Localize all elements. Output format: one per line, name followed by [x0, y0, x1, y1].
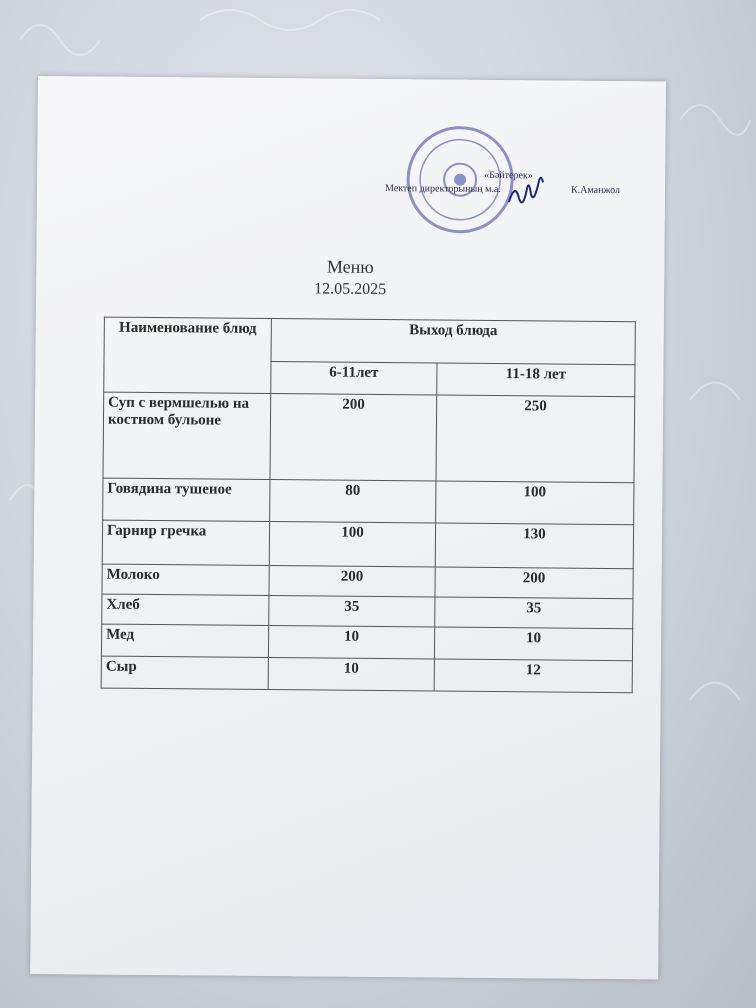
- header-output: Выход блюда: [271, 319, 635, 365]
- dish-name: Сыр: [101, 656, 268, 689]
- handwritten-signature: [505, 172, 551, 212]
- table-row: [102, 564, 633, 599]
- portion-11-18: 35: [435, 597, 633, 629]
- dish-name: Хлеб: [102, 594, 269, 625]
- dish-name: Говядина тушеное: [103, 478, 270, 521]
- portion-6-11: 200: [270, 394, 437, 481]
- menu-table: [101, 317, 636, 694]
- dish-name: Гарнир гречка: [102, 520, 269, 565]
- portion-11-18: 100: [436, 481, 634, 525]
- menu-paper-sheet: [30, 76, 666, 979]
- header-age-6-11: 6-11лет: [271, 362, 437, 395]
- portion-11-18: 10: [434, 627, 632, 661]
- dish-name: Мед: [101, 624, 268, 657]
- portion-6-11: 35: [269, 596, 435, 627]
- portion-11-18: 12: [434, 659, 632, 693]
- portion-6-11: 200: [269, 566, 435, 597]
- portion-6-11: 100: [269, 522, 435, 567]
- school-name: «Бәйтерек»: [484, 169, 533, 182]
- header-age-11-18: 11-18 лет: [437, 363, 635, 397]
- portion-11-18: 130: [435, 523, 633, 569]
- director-name: К.Аманжол: [570, 184, 621, 197]
- portion-11-18: 250: [436, 395, 635, 483]
- table-row: [102, 594, 633, 629]
- portion-6-11: 10: [268, 658, 434, 691]
- header-dish-name: Наименование блюд: [104, 317, 272, 393]
- dish-name: Суп с вермшелью на костном бульоне: [103, 392, 271, 479]
- portion-6-11: 10: [268, 626, 434, 659]
- table-row: [101, 656, 632, 693]
- menu-date: 12.05.2025: [314, 280, 387, 299]
- table-row: [101, 624, 632, 661]
- table-row: [103, 478, 634, 525]
- dish-name: Молоко: [102, 564, 269, 595]
- table-row: [103, 392, 635, 483]
- approver-position: Мектеп директорының м.а.: [384, 183, 501, 196]
- portion-6-11: 80: [270, 480, 436, 523]
- portion-11-18: 200: [435, 567, 633, 599]
- page-title: Меню: [326, 256, 374, 277]
- table-row: [102, 520, 633, 569]
